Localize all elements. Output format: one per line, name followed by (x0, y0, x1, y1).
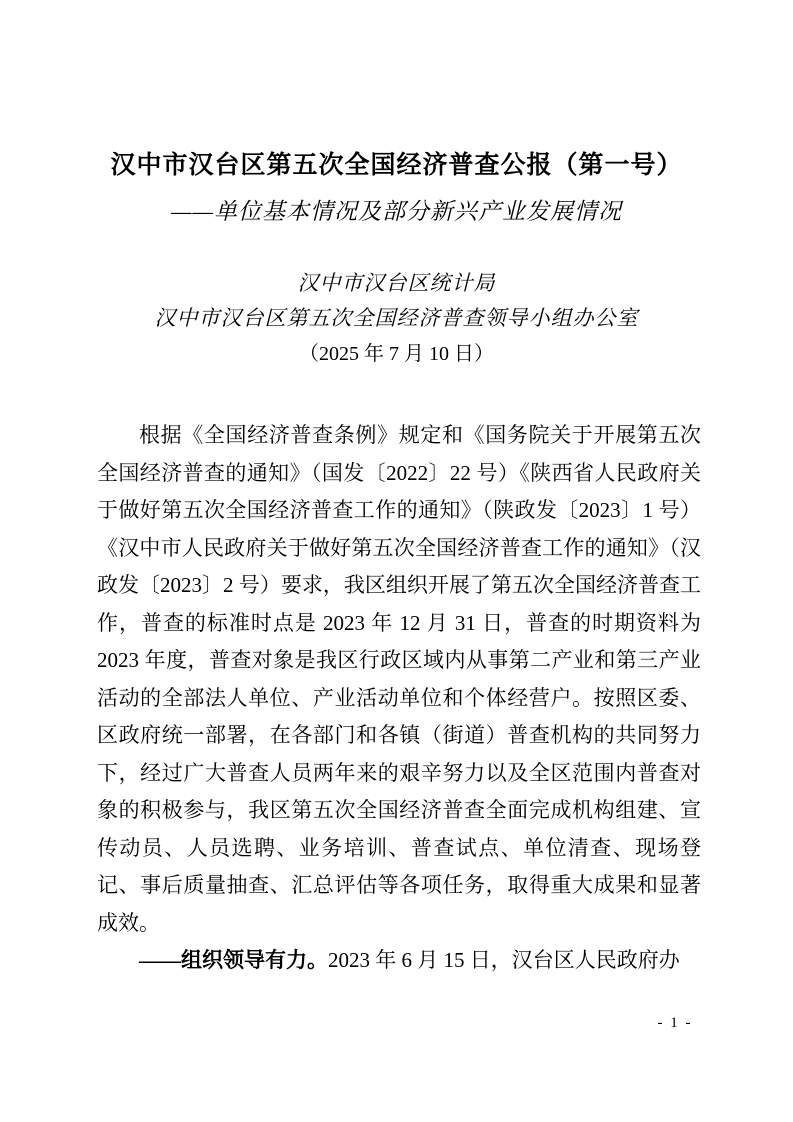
document-title: 汉中市汉台区第五次全国经济普查公报（第一号） (110, 152, 683, 179)
page-number: - 1 - (657, 1015, 693, 1031)
date-line: （2025 年 7 月 10 日） (299, 343, 494, 365)
body-paragraph-intro: 根据《全国经济普查条例》规定和《国务院关于开展第五次全国经济普查的通知》（国发〔2022〕22 号）《陕西省人民政府关于做好第五次全国经济普查工作的通知》（陕政发〔2023〕1 号）《汉中市人民政府关于做好第五次全国经济普查工作的通知》（汉政发〔2023〕2 号）要求，我区组织开展了第五次全国经济普查工作，普查的标准时点是 2023 年 12 月 31 日，普查的时期资料为 2023 年度，普查对象是我区行政区域内从事第二产业和第三产业活动的全部法人单位、产业活动单位和个体经营户。按照区委、区政府统一部署，在各部门和各镇（街道）普查机构的共同努力下，经过广大普查人员两年来的艰辛努力以及全区范围内普查对象的积极参与，我区第五次全国经济普查全面完成机构组建、宣传动员、人员选聘、业务培训、普查试点、单位清查、现场登记、事后质量抽查、汇总评估等各项任务，取得重大成果和显著成效。 (97, 423, 701, 935)
document-subtitle: ——单位基本情况及部分新兴产业发展情况 (171, 199, 622, 224)
paragraph-rest-text: 2023 年 6 月 15 日，汉台区人民政府办 (328, 948, 680, 972)
body-paragraph-organization (97, 942, 701, 980)
paragraph-lead-bold: ——组织领导有力。 (139, 948, 328, 972)
issuer-line-census-leading-group-office: 汉中市汉台区第五次全国经济普查领导小组办公室 (154, 306, 639, 330)
document-body (97, 417, 701, 980)
issuer-line-statistics-bureau: 汉中市汉台区统计局 (297, 271, 496, 295)
